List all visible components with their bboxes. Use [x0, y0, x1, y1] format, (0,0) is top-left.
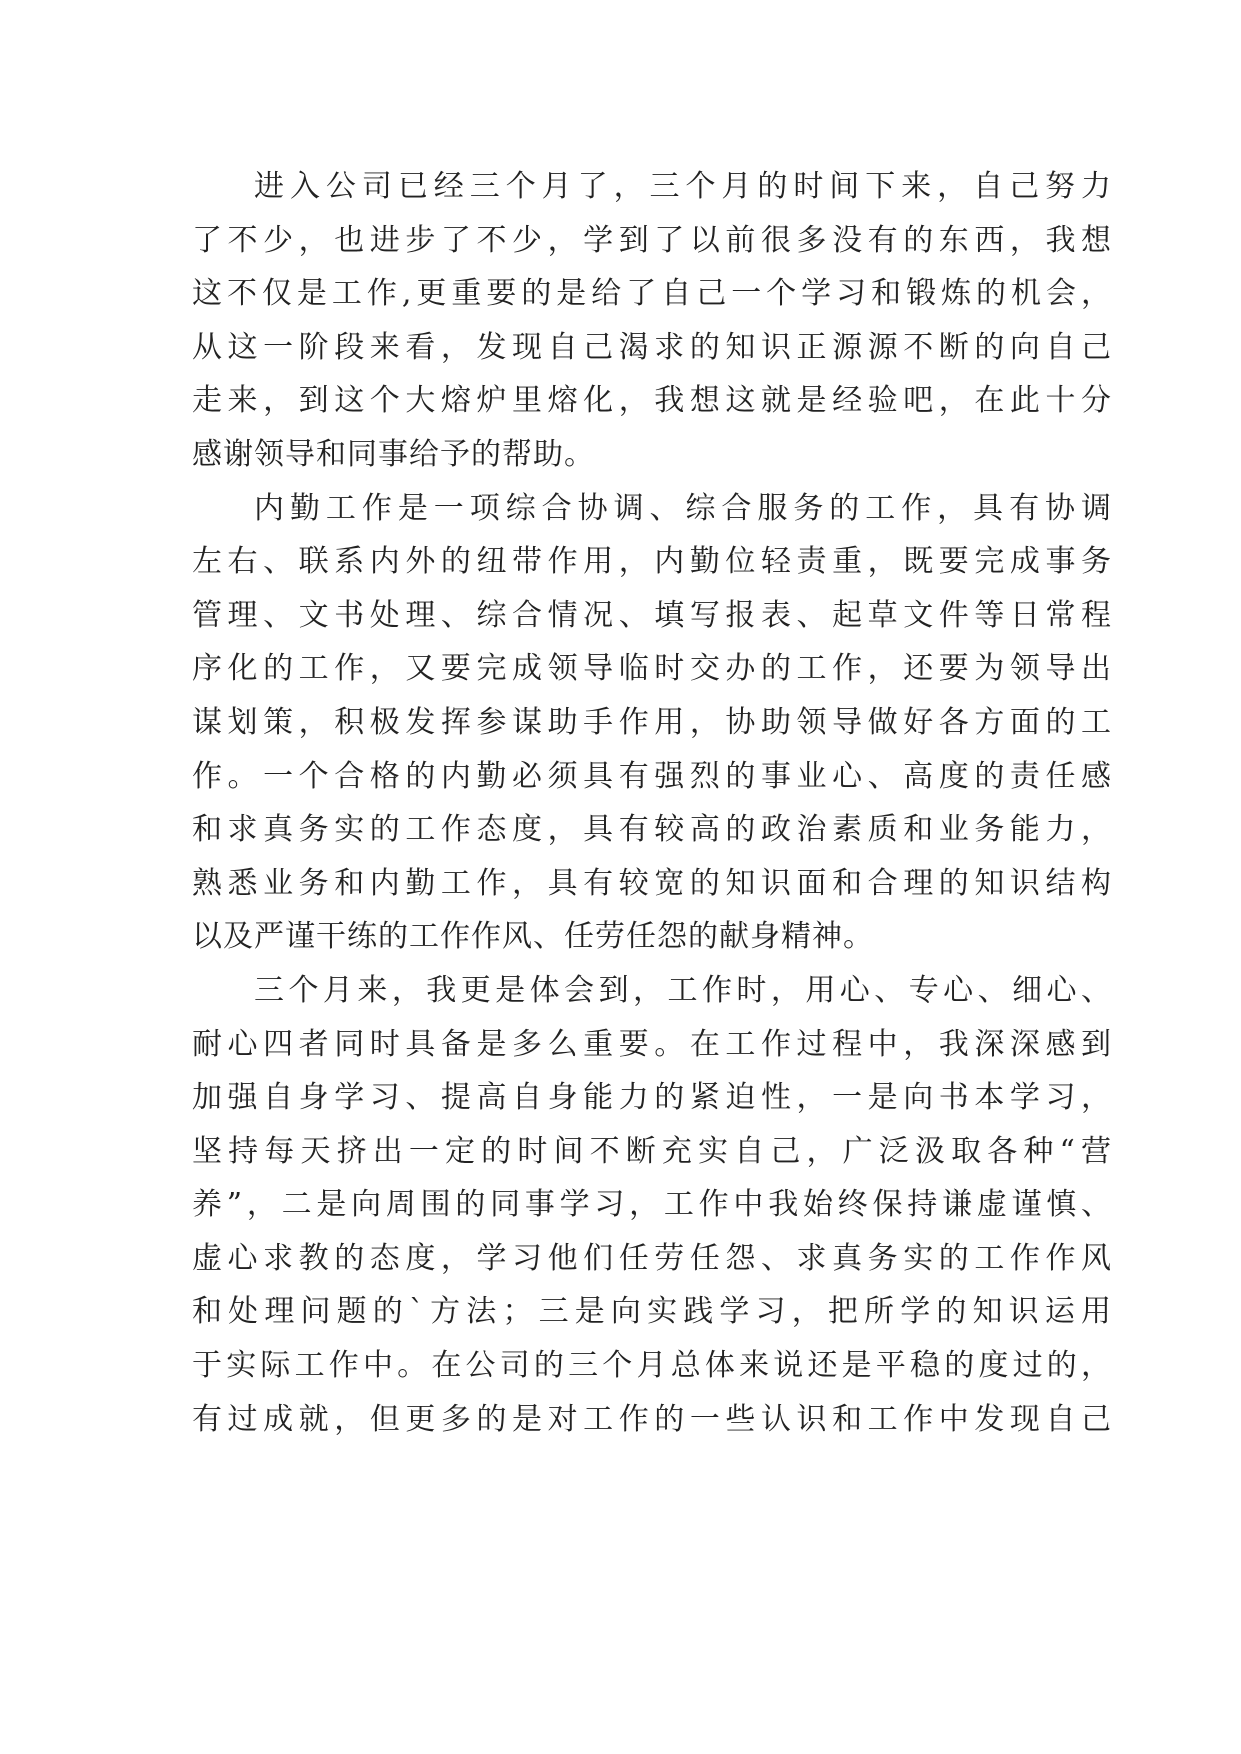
paragraph-2-line-4: 序化的工作，又要完成领导临时交办的工作，还要为领导出: [192, 651, 1112, 687]
paragraph-2-line-2: 左右、联系内外的纽带作用，内勤位轻责重，既要完成事务: [192, 544, 1112, 580]
paragraph-2-line-6: 作。一个合格的内勤必须具有强烈的事业心、高度的责任感: [192, 758, 1112, 794]
paragraph-3-line-3: 加强自身学习、提高自身能力的紧迫性，一是向书本学习，: [192, 1080, 1112, 1116]
paragraph-3-line-4: 坚持每天挤出一定的时间不断充实自己，广泛汲取各种“营: [192, 1133, 1112, 1169]
paragraph-3-line-8: 于实际工作中。在公司的三个月总体来说还是平稳的度过的，: [192, 1348, 1112, 1384]
paragraph-3-line-1: 三个月来，我更是体会到，工作时，用心、专心、细心、: [254, 972, 1112, 1008]
paragraph-1-line-2: 了不少，也进步了不少，学到了以前很多没有的东西，我想: [192, 222, 1112, 258]
paragraph-2-line-1: 内勤工作是一项综合协调、综合服务的工作，具有协调: [254, 490, 1112, 526]
paragraph-2-line-5: 谋划策，积极发挥参谋助手作用，协助领导做好各方面的工: [192, 704, 1112, 740]
paragraph-1-line-4: 从这一阶段来看，发现自己渴求的知识正源源不断的向自己: [192, 329, 1112, 365]
paragraph-3-line-6: 虚心求教的态度，学习他们任劳任怨、求真务实的工作作风: [192, 1240, 1112, 1276]
document-body: [192, 160, 1112, 1446]
paragraph-2-line-3: 管理、文书处理、综合情况、填写报表、起草文件等日常程: [192, 597, 1112, 633]
paragraph-2-line-9: 以及严谨干练的工作作风、任劳任怨的献身精神。: [192, 919, 874, 955]
paragraph-3-line-2: 耐心四者同时具备是多么重要。在工作过程中，我深深感到: [192, 1026, 1112, 1062]
paragraph-1-line-3: 这不仅是工作,更重要的是给了自己一个学习和锻炼的机会，: [192, 276, 1112, 312]
paragraph-3-line-7: 和处理问题的`方法；三是向实践学习，把所学的知识运用: [192, 1294, 1112, 1330]
paragraph-1-line-6: 感谢领导和同事给予的帮助。: [192, 436, 595, 472]
paragraph-1-line-1: 进入公司已经三个月了，三个月的时间下来，自己努力: [254, 169, 1112, 204]
paragraph-3-line-9: 有过成就，但更多的是对工作的一些认识和工作中发现自己: [192, 1401, 1112, 1437]
paragraph-2-line-8: 熟悉业务和内勤工作，具有较宽的知识面和合理的知识结构: [192, 865, 1112, 901]
paragraph-2-line-7: 和求真务实的工作态度，具有较高的政治素质和业务能力，: [192, 812, 1112, 848]
paragraph-3-line-5: 养”，二是向周围的同事学习，工作中我始终保持谦虚谨慎、: [192, 1187, 1112, 1223]
paragraph-1-line-5: 走来，到这个大熔炉里熔化，我想这就是经验吧，在此十分: [192, 383, 1112, 419]
